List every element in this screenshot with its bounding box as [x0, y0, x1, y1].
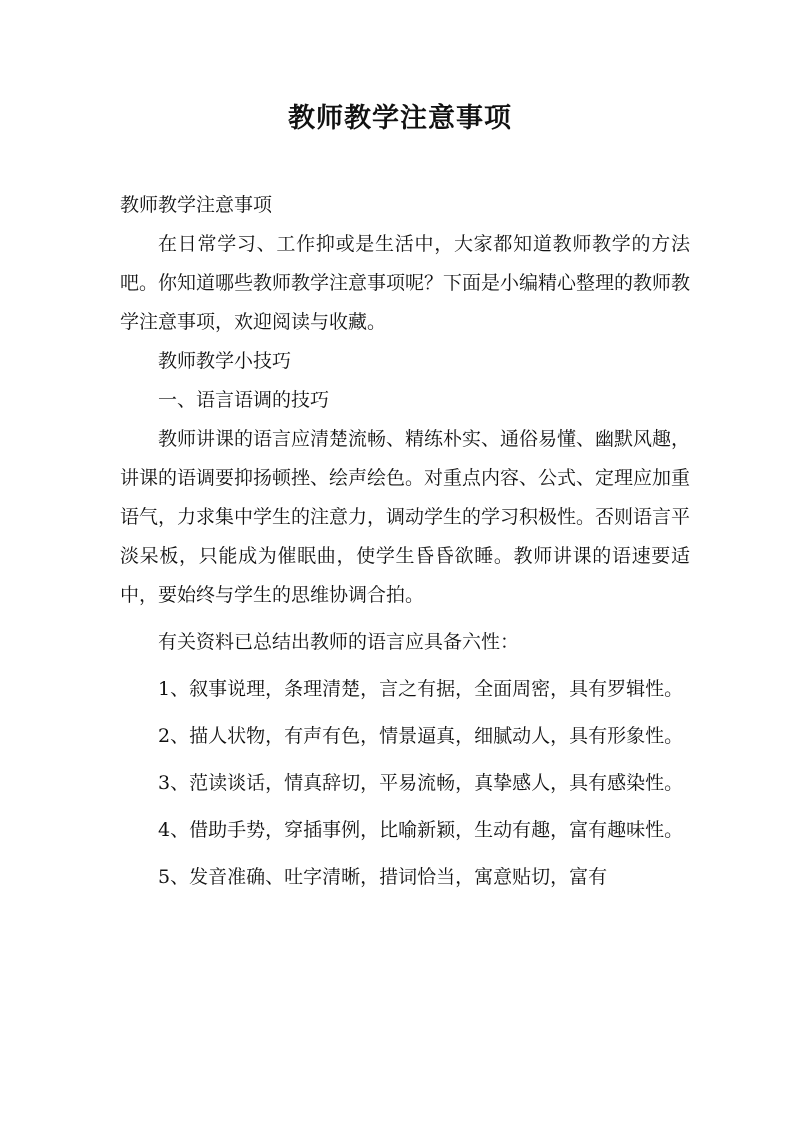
- paragraph-six-traits: 有关资料已总结出教师的语言应具备六性：: [158, 631, 520, 653]
- document-title: 教师教学注意事项: [288, 103, 512, 134]
- paragraph-intro: 在日常学习、工作抑或是生活中，大家都知道教师教学的方法吧。你知道哪些教师教学注意事项呢？下面是小编精心整理的教师教学注意事项，欢迎阅读与收藏。: [120, 233, 691, 333]
- list-item-5: 5、发音准确、吐字清晰，措词恰当，寓意贴切，富有: [158, 866, 608, 888]
- section-heading-tips: 教师教学小技巧: [158, 350, 292, 372]
- subsection-heading-language: 一、语言语调的技巧: [158, 389, 330, 411]
- list-item-2: 2、描人状物，有声有色，情景逼真，细腻动人，具有形象性。: [158, 725, 684, 747]
- list-item-1: 1、叙事说理，条理清楚，言之有据，全面周密，具有罗辑性。: [158, 678, 684, 700]
- list-item-3: 3、范读谈话，情真辞切，平易流畅，真挚感人，具有感染性。: [158, 772, 684, 794]
- list-item-4: 4、借助手势，穿插事例，比喻新颖，生动有趣，富有趣味性。: [158, 819, 684, 841]
- paragraph-language: 教师讲课的语言应清楚流畅、精练朴实、通俗易懂、幽默风趣，讲课的语调要抑扬顿挫、绘声绘色。对重点内容、公式、定理应加重语气，力求集中学生的注意力，调动学生的学习积极性。否则语言平淡呆板，只能成为催眠曲，使学生昏昏欲睡。教师讲课的语速要适中，要始终与学生的思维协调合拍。: [120, 428, 691, 606]
- paragraph-heading: 教师教学注意事项: [120, 194, 273, 216]
- document-body: [120, 186, 690, 897]
